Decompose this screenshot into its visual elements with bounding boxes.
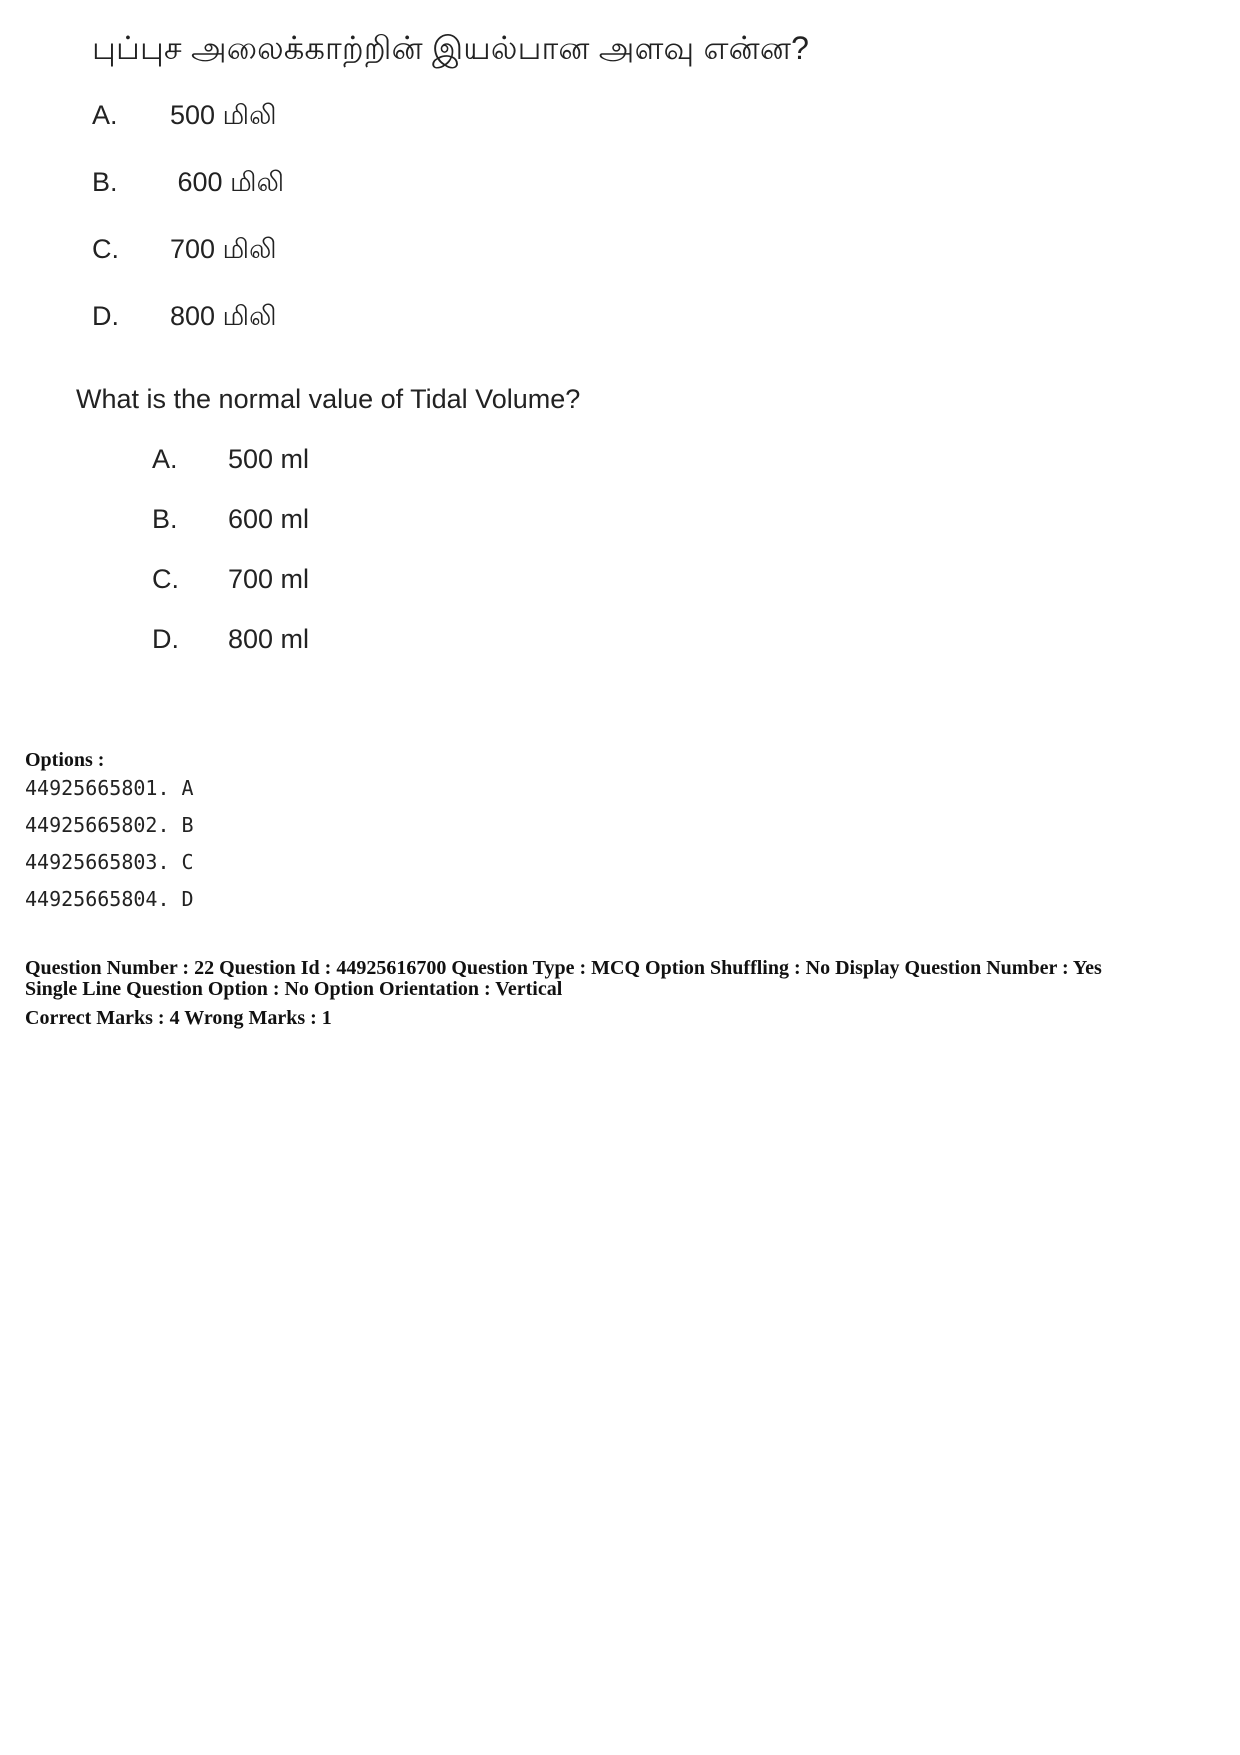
options-heading: Options : bbox=[25, 749, 105, 771]
english-option-b bbox=[152, 504, 309, 535]
english-option-letter: D. bbox=[152, 624, 179, 654]
tamil-option-letter: A. bbox=[92, 100, 118, 130]
english-option-text: 700 ml bbox=[228, 564, 310, 594]
english-option-text: 500 ml bbox=[228, 444, 310, 474]
marks-line: Correct Marks : 4 Wrong Marks : 1 bbox=[25, 1007, 332, 1029]
tamil-option-text: 500 மிலி bbox=[170, 100, 277, 130]
tamil-option-c bbox=[92, 234, 277, 269]
english-option-letter: B. bbox=[152, 504, 178, 534]
english-option-d bbox=[152, 624, 309, 655]
tamil-option-letter: D. bbox=[92, 301, 119, 331]
option-code-item: 44925665803. C bbox=[25, 850, 194, 874]
english-question-text: What is the normal value of Tidal Volume? bbox=[76, 384, 581, 414]
tamil-option-text: 600 மிலி bbox=[170, 167, 285, 197]
tamil-option-text: 700 மிலி bbox=[170, 234, 277, 264]
option-code-item: 44925665802. B bbox=[25, 813, 194, 837]
tamil-question-text: புப்புச அலைக்காற்றின் இயல்பான அளவு என்ன? bbox=[92, 30, 810, 66]
tamil-option-text: 800 மிலி bbox=[170, 301, 277, 331]
english-option-letter: A. bbox=[152, 444, 178, 474]
question-meta-line: Single Line Question Option : No Option Orientation : Vertical bbox=[25, 978, 563, 1000]
tamil-option-b bbox=[92, 167, 284, 202]
tamil-option-d bbox=[92, 301, 277, 336]
question-meta-line: Question Number : 22 Question Id : 44925616700 Question Type : MCQ Option Shuffling : No Display Question Number : Yes bbox=[25, 957, 1102, 979]
option-code-item: 44925665801. A bbox=[25, 776, 194, 800]
tamil-option-letter: C. bbox=[92, 234, 119, 264]
tamil-option-a bbox=[92, 100, 277, 135]
tamil-option-letter: B. bbox=[92, 167, 118, 197]
english-option-text: 800 ml bbox=[228, 624, 310, 654]
english-option-c bbox=[152, 564, 309, 595]
question-scan-image bbox=[60, 20, 960, 680]
english-option-a bbox=[152, 444, 309, 475]
english-option-letter: C. bbox=[152, 564, 179, 594]
option-code-item: 44925665804. D bbox=[25, 887, 194, 911]
english-option-text: 600 ml bbox=[228, 504, 310, 534]
